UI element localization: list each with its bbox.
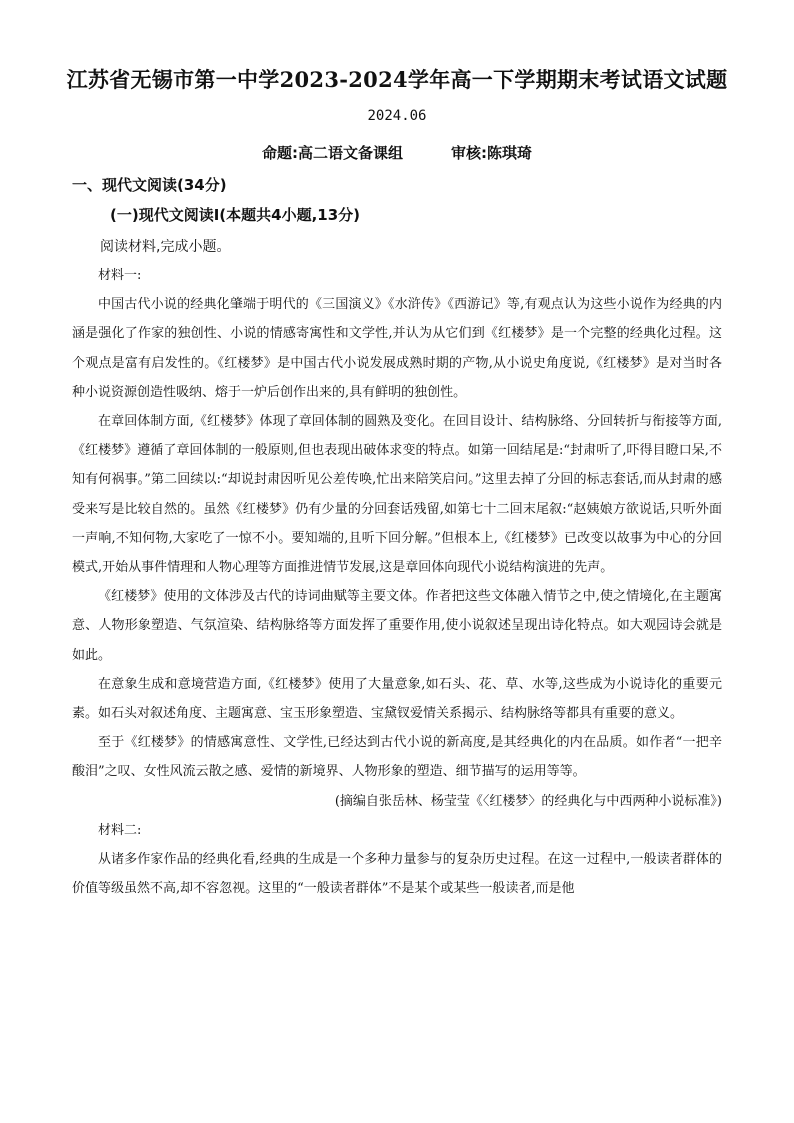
author-credit: 命题:高二语文备课组 xyxy=(262,144,403,162)
material1-source: (摘编自张岳林、杨莹莹《〈红楼梦〉的经典化与中西两种小说标准》) xyxy=(334,793,722,809)
reading-material xyxy=(72,261,722,903)
exam-date: 2024.06 xyxy=(367,108,427,124)
material1-paragraph: 《红楼梦》使用的文体涉及古代的诗词曲赋等主要文体。作者把这些文体融入情节之中,使之情境化,在主题寓意、人物形象塑造、气氛渲染、结构脉络等方面发挥了重要作用,使小说叙述呈现出诗化特点。如大观园诗会就是如此。 xyxy=(72,589,722,663)
material2-label: 材料二: xyxy=(98,822,142,838)
material1-paragraph: 至于《红楼梦》的情感寓意性、文学性,已经达到古代小说的新高度,是其经典化的内在品质。如作者“一把辛酸泪”之叹、女性风流云散之感、爱情的新境界、人物形象的塑造、细节描写的运用等等。 xyxy=(72,735,722,780)
subsection-heading: (一)现代文阅读Ⅰ(本题共4小题,13分) xyxy=(110,206,361,224)
material1-label: 材料一: xyxy=(98,268,142,283)
reviewer-credit: 审核:陈琪琦 xyxy=(451,144,532,162)
section-heading: 一、现代文阅读(34分) xyxy=(72,176,227,194)
material1-paragraph: 在章回体制方面,《红楼梦》体现了章回体制的圆熟及变化。在回目设计、结构脉络、分回转折与衔接等方面,《红楼梦》遵循了章回体制的一般原则,但也表现出破体求变的特点。如第一回结尾是:“封肃听了,吓得目瞪口呆,不知有何祸事。”第二回续以:“却说封肃因听见公差传唤,忙出来陪笑启问。”这里去掉了分回的标志套话,而从封肃的感受来写是比较自然的。虽然《红楼梦》仍有少量的分回套话残留,如第七十二回末尾叙:“赵姨娘方欲说话,只听外面一声响,不知何物,大家吃了一惊不小。要知端的,且听下回分解。”但根本上,《红楼梦》已改变以故事为中心的分回模式,开始从事件情理和人物心理等方面推进情节发展,这是章回体向现代小说结构演进的先声。 xyxy=(72,414,722,576)
credits-line xyxy=(0,142,794,163)
material1-paragraph: 在意象生成和意境营造方面,《红楼梦》使用了大量意象,如石头、花、草、水等,这些成为小说诗化的重要元素。如石头对叙述角度、主题寓意、宝玉形象塑造、宝黛钗爱情关系揭示、结构脉络等都具有重要的意义。 xyxy=(72,676,722,722)
reading-instruction: 阅读材料,完成小题。 xyxy=(100,239,231,255)
material1-paragraph: 中国古代小说的经典化肇端于明代的《三国演义》《水浒传》《西游记》等,有观点认为这些小说作为经典的内涵是强化了作家的独创性、小说的情感寄寓性和文学性,并认为从它们到《红楼梦》是一个完整的经典化过程。这个观点是富有启发性的。《红楼梦》是中国古代小说发展成熟时期的产物,从小说史角度说,《红楼梦》是对当时各种小说资源创造性吸纳、熔于一炉后创作出来的,具有鲜明的独创性。 xyxy=(72,297,722,400)
material2-paragraph: 从诸多作家作品的经典化看,经典的生成是一个多种力量参与的复杂历史过程。在这一过程中,一般读者群体的价值等级虽然不高,却不容忽视。这里的“一般读者群体”不是某个或某些一般读者,而是他 xyxy=(72,852,722,897)
document-title: 江苏省无锡市第一中学2023-2024学年高一下学期期末考试语文试题 xyxy=(66,67,728,92)
